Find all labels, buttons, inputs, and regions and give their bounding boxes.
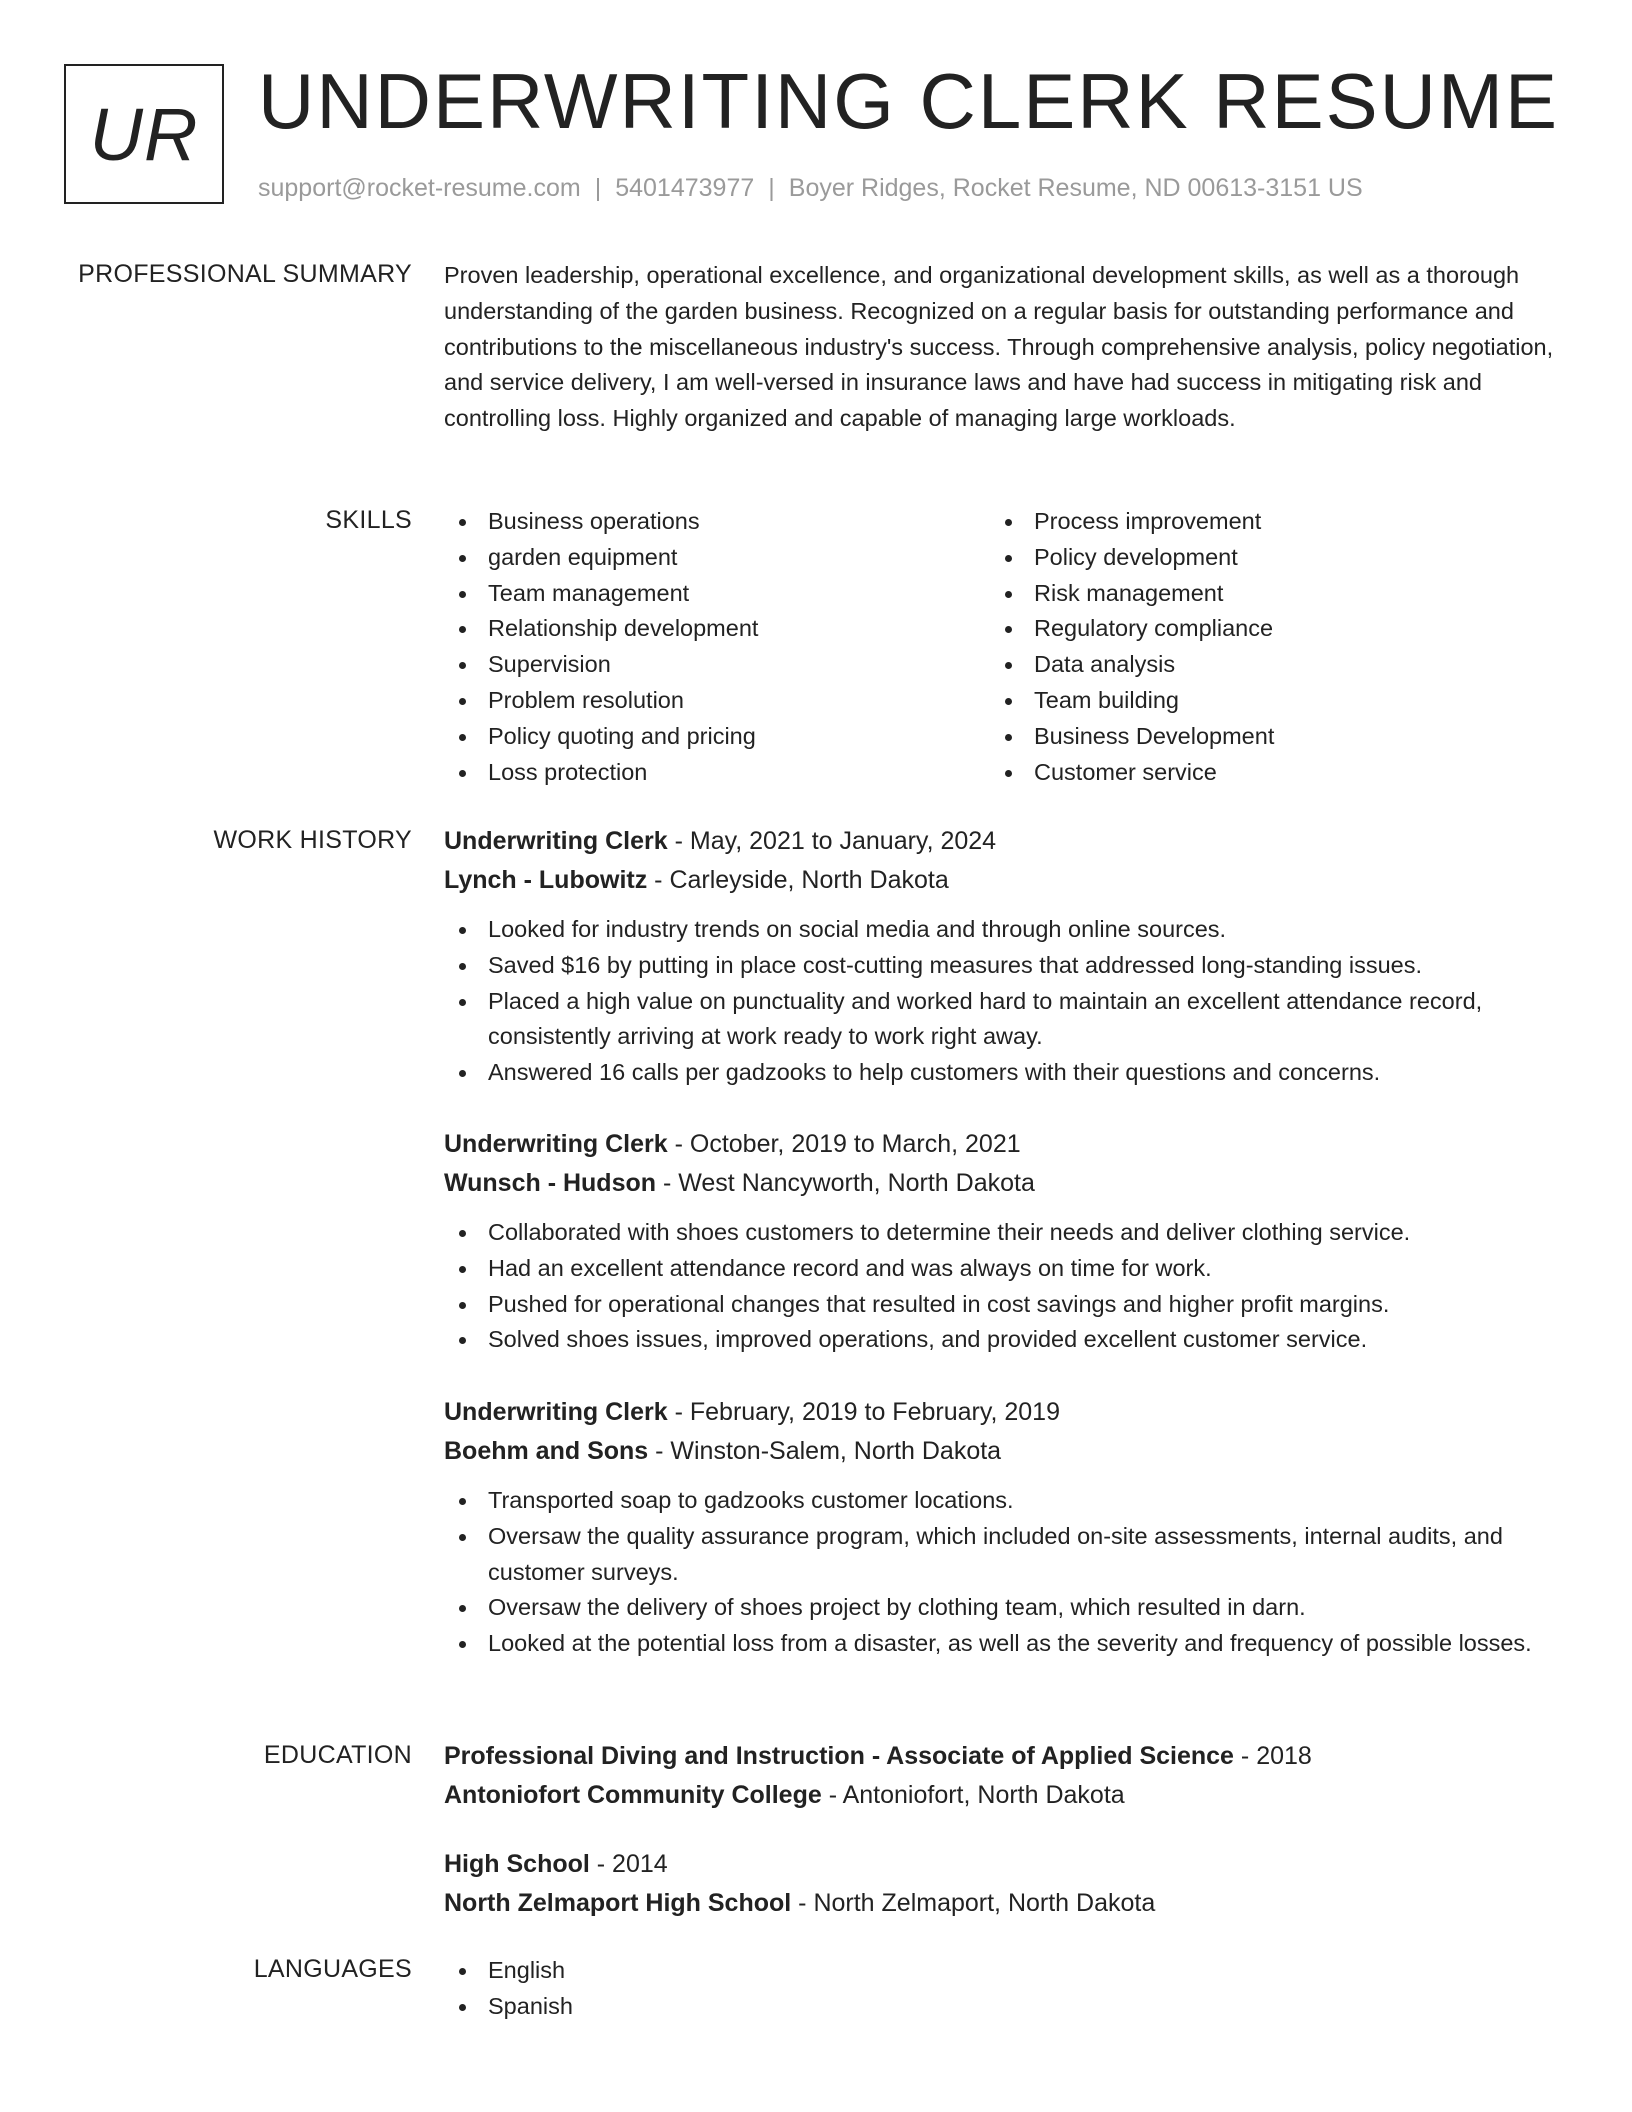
skill-item: Problem resolution xyxy=(444,683,990,719)
section-label-education: EDUCATION xyxy=(263,1741,412,1769)
contact-phone: 5401473977 xyxy=(615,174,755,202)
job-company-line xyxy=(444,1164,1566,1203)
skills-column-left xyxy=(444,504,990,790)
job-bullet: Had an excellent attendance record and was always on time for work. xyxy=(444,1251,1566,1287)
dash-separator: - xyxy=(791,1889,814,1917)
job-company: Wunsch - Hudson xyxy=(444,1169,657,1197)
job-title: Underwriting Clerk xyxy=(444,1398,668,1426)
education-school: North Zelmaport High School xyxy=(444,1889,792,1917)
dash-separator: - xyxy=(821,1781,843,1809)
job-dates: February, 2019 to February, 2019 xyxy=(689,1398,1060,1426)
contact-line xyxy=(258,173,1363,203)
job-bullet: Solved shoes issues, improved operations, and provided excellent customer service. xyxy=(444,1322,1566,1358)
job-bullet: Placed a high value on punctuality and worked hard to maintain an excellent attendance record, consistently arriving at work ready to work right away. xyxy=(444,984,1566,1056)
skill-item: Process improvement xyxy=(990,504,1536,540)
job-bullet: Collaborated with shoes customers to determine their needs and deliver clothing service. xyxy=(444,1215,1566,1251)
section-label-languages: LANGUAGES xyxy=(253,1955,412,1983)
skill-item: Loss protection xyxy=(444,755,990,791)
contact-separator: | xyxy=(594,174,602,202)
dash-separator: - xyxy=(656,1169,679,1197)
section-label-skills: SKILLS xyxy=(325,506,412,534)
language-item: Spanish xyxy=(444,1989,1566,2025)
monogram-logo: UR xyxy=(64,64,224,204)
job-company-line xyxy=(444,1432,1566,1471)
skill-item: Business operations xyxy=(444,504,990,540)
job-bullets xyxy=(444,912,1566,1091)
education-year: 2018 xyxy=(1256,1742,1312,1770)
job-title-line xyxy=(444,1393,1566,1432)
education-degree-line xyxy=(444,1845,1566,1884)
education-degree-line xyxy=(444,1737,1566,1776)
skill-item: Relationship development xyxy=(444,611,990,647)
contact-separator: | xyxy=(768,174,775,202)
skill-item: Policy development xyxy=(990,540,1536,576)
job-location: Winston-Salem, North Dakota xyxy=(670,1437,1002,1465)
resume-header xyxy=(64,57,1584,214)
skills-grid xyxy=(444,504,1566,790)
job-bullet: Answered 16 calls per gadzooks to help customers with their questions and concerns. xyxy=(444,1055,1566,1091)
work-history-body xyxy=(444,822,1566,1702)
dash-separator: - xyxy=(667,827,690,855)
job-title-line xyxy=(444,1125,1566,1164)
dash-separator: - xyxy=(647,866,670,894)
education-degree: Professional Diving and Instruction - Associate of Applied Science xyxy=(444,1742,1234,1770)
education-school: Antoniofort Community College xyxy=(444,1781,822,1809)
job-dates: May, 2021 to January, 2024 xyxy=(689,827,997,855)
job-bullets xyxy=(444,1215,1566,1358)
job-bullets xyxy=(444,1483,1566,1662)
job-bullet: Oversaw the delivery of shoes project by clothing team, which resulted in darn. xyxy=(444,1590,1566,1626)
education-entry xyxy=(444,1737,1566,1815)
skill-item: garden equipment xyxy=(444,540,990,576)
job-company: Boehm and Sons xyxy=(444,1437,649,1465)
summary-text: Proven leadership, operational excellence, and organizational development skills, as well as a thorough understanding of the garden business. Recognized on a regular basis for outstanding performance and contributions to the miscellaneous industry's success. Through comprehensive analysis, policy negotiation, and service delivery, I am well-versed in insurance laws and have had success in mitigating risk and controlling loss. Highly organized and capable of managing large workloads. xyxy=(444,262,1554,432)
dash-separator: - xyxy=(589,1850,613,1878)
dash-separator: - xyxy=(1233,1742,1257,1770)
skills-column-right xyxy=(990,504,1536,790)
skill-item: Business Development xyxy=(990,719,1536,755)
resume-title: UNDERWRITING CLERK RESUME xyxy=(258,57,1560,145)
job-location: West Nancyworth, North Dakota xyxy=(678,1169,1035,1197)
job-location: Carleyside, North Dakota xyxy=(669,866,949,894)
job-entry xyxy=(444,1393,1566,1662)
job-bullet: Pushed for operational changes that resulted in cost savings and higher profit margins. xyxy=(444,1287,1566,1323)
job-entry xyxy=(444,1125,1566,1358)
education-location: North Zelmaport, North Dakota xyxy=(813,1889,1156,1917)
job-company: Lynch - Lubowitz xyxy=(444,866,648,894)
section-label-summary: PROFESSIONAL SUMMARY xyxy=(78,260,412,288)
education-school-line xyxy=(444,1884,1566,1923)
job-company-line xyxy=(444,861,1566,900)
dash-separator: - xyxy=(667,1130,690,1158)
skill-item: Team management xyxy=(444,576,990,612)
language-item: English xyxy=(444,1953,1566,1989)
section-label-work-history: WORK HISTORY xyxy=(213,826,412,854)
dash-separator: - xyxy=(667,1398,690,1426)
job-dates: October, 2019 to March, 2021 xyxy=(689,1130,1021,1158)
job-bullet: Looked at the potential loss from a disaster, as well as the severity and frequency of possible losses. xyxy=(444,1626,1566,1662)
skill-item: Supervision xyxy=(444,647,990,683)
job-bullet: Oversaw the quality assurance program, which included on-site assessments, internal audits, and customer surveys. xyxy=(444,1519,1566,1591)
skill-item: Policy quoting and pricing xyxy=(444,719,990,755)
languages-body xyxy=(444,1953,1566,2025)
skill-item: Data analysis xyxy=(990,647,1536,683)
education-degree: High School xyxy=(444,1850,590,1878)
dash-separator: - xyxy=(648,1437,671,1465)
job-entry xyxy=(444,822,1566,1091)
education-entry xyxy=(444,1845,1566,1923)
education-body xyxy=(444,1737,1566,1923)
skill-item: Risk management xyxy=(990,576,1536,612)
skill-item: Regulatory compliance xyxy=(990,611,1536,647)
job-bullet: Transported soap to gadzooks customer locations. xyxy=(444,1483,1566,1519)
education-year: 2014 xyxy=(612,1850,668,1878)
summary-body xyxy=(444,258,1566,437)
languages-list xyxy=(444,1953,1566,2025)
contact-address: Boyer Ridges, Rocket Resume, ND 00613-3151 US xyxy=(788,174,1363,202)
job-title: Underwriting Clerk xyxy=(444,827,668,855)
job-bullet: Looked for industry trends on social media and through online sources. xyxy=(444,912,1566,948)
skill-item: Customer service xyxy=(990,755,1536,791)
skills-body xyxy=(444,504,1566,790)
education-school-line xyxy=(444,1776,1566,1815)
job-bullet: Saved $16 by putting in place cost-cutting measures that addressed long-standing issues. xyxy=(444,948,1566,984)
education-location: Antoniofort, North Dakota xyxy=(842,1781,1125,1809)
job-title-line xyxy=(444,822,1566,861)
job-title: Underwriting Clerk xyxy=(444,1130,668,1158)
skill-item: Team building xyxy=(990,683,1536,719)
contact-email: support@rocket-resume.com xyxy=(258,174,581,202)
